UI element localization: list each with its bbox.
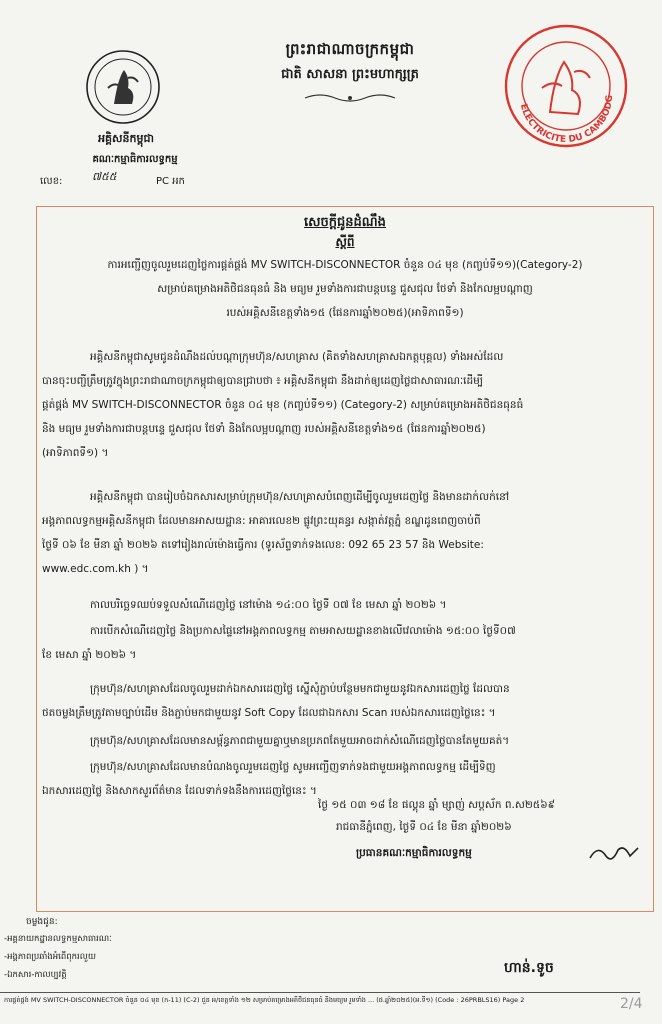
committee-name: គណៈកម្មាធិការលទ្ធកម្ម: [92, 154, 178, 165]
ornament-divider: [300, 90, 400, 104]
para1-line: (អាទិភាពទី១) ។: [42, 447, 109, 459]
lunar-date: ថ្ងៃ ១៥ ០៣ ១៨ ខែ ផល្គុន ឆ្នាំ ម្សាញ់ សប្តស័ក ព.ស២៥៦៩: [318, 799, 556, 811]
edc-logo: [84, 48, 162, 126]
para1-line: អគ្គិសនីកម្ពុជាសូមជូនដំណឹងដល់បណ្តាក្រុមហ៊ុន/សហគ្រាស (គិតទាំងសហគ្រាសឯកត្តបុគ្គល) ទាំងអស់ដែល: [90, 351, 504, 363]
subject-line: របស់អគ្គិសនីខេត្តទាំង១៥ (ផែនការឆ្នាំ២០២៥)(អាទិភាពទី១): [226, 307, 464, 319]
para7-line: ក្រុមហ៊ុន/សហគ្រាសដែលមានបំណងចូលរួមដេញថ្លៃ សូមអញ្ជើញទាក់ទងជាមួយអង្គភាពលទ្ធកម្ម ដើម្បីទិញ: [90, 761, 496, 773]
svg-text:ELECTRICITE DU CAMBODGE: ELECTRICITE DU CAMBODG: [517, 94, 616, 146]
footer-text: ការផ្គត់ផ្គង់ MV SWITCH-DISCONNECTOR ចំនួន ០៤ មុខ (ក-11) (C-2) ជួន អ/ខេត្តទាំង ១២ សម្រាប់គម្រោងអតិថិជនធុនធំ និងមធ្យម រួមទាំង ... (ផ.ឆ្នាំ២០២៥)(អ.ទី១) (Code : 26PRBLS16) Page 2: [4, 996, 525, 1004]
para5-line: ថតចម្លងត្រឹមត្រូវតាមច្បាប់ដើម និងភ្ជាប់មកជាមួយនូវ Soft Copy ដែលជាឯកសារ Scan របស់ឯកសារដេញថ្លៃនេះ ។: [42, 707, 496, 719]
para2-line: ថ្ងៃទី ០៦ ខែ មីនា ឆ្នាំ ២០២៦ តទៅរៀងរាល់ម៉ោងធ្វើការ (ទូរស័ព្ទទាក់ទងលេខ: 092 65 23 57 និង Website:: [42, 539, 484, 551]
initial-scribble: [588, 842, 640, 864]
kingdom-title: ព្រះរាជាណាចក្រកម្ពុជា: [285, 40, 415, 58]
date-line: រាជធានីភ្នំពេញ, ថ្ងៃទី ០៤ ខែ មីនា ឆ្នាំ២០២៦: [336, 821, 512, 833]
signatory-title: ប្រធានគណៈកម្មាធិការលទ្ធកម្ម: [356, 847, 472, 859]
notice-title: សេចក្តីជូនដំណឹង: [304, 215, 386, 230]
para5-line: ក្រុមហ៊ុន/សហគ្រាសដែលចូលរួមដាក់ឯកសារដេញថ្លៃ ស្នើសុំភ្ជាប់បន្ថែមមកជាមួយនូវឯកសារដេញថ្លៃ ដែលបាន: [90, 683, 510, 695]
ref-label: លេខ:: [40, 176, 63, 187]
notice-subtitle: ស្តីពី: [335, 235, 355, 249]
para4-line: ខែ មេសា ឆ្នាំ ២០២៦ ។: [42, 649, 137, 661]
subject-line: សម្រាប់គម្រោងអតិថិជនធុនធំ និង មធ្យម រួមទាំងការជាបន្តបន្ទេ ជួសជុល ថែទាំ និងកែលម្អបណ្តាញ: [157, 283, 533, 295]
official-seal-stamp: [502, 22, 630, 150]
para4-line: ការបើកសំណើដេញថ្លៃ និងប្រកាសផ្ទៃនៅអង្គភាពលទ្ធកម្ម តាមអាសយដ្ឋានខាងលើវេលាម៉ោង ១៥:០០ ថ្ងៃទី០៧: [90, 625, 516, 637]
para2-line: www.edc.com.kh ) ។: [42, 563, 149, 575]
footer-divider: [0, 992, 640, 993]
cc-item: -អគ្គនាយកដ្ឋានលទ្ធកម្មសាធារណៈ: [4, 934, 112, 944]
para2-line: អគ្គិសនីកម្ពុជា បានរៀបចំឯកសារសម្រាប់ក្រុមហ៊ុន/សហគ្រាសបំពេញដើម្បីចូលរួមដេញថ្លៃ និងមានដាក់លក់នៅ: [90, 491, 510, 503]
ref-number: ៧៥៥: [92, 170, 117, 183]
para1-line: ផ្គត់ផ្គង់ MV SWITCH-DISCONNECTOR ចំនួន ០៤ មុខ (កញ្ចប់ទី១១) (Category-2) សម្រាប់គម្រោងអតិថិជនធុនធំ: [42, 399, 524, 411]
para1-line: បានចុះបញ្ជីត្រឹមត្រូវក្នុងព្រះរាជាណាចក្រកម្ពុជាឲ្យបានជ្រាបថា ៖ អគ្គិសនីកម្ពុជា នឹងដាក់ឲ្យដេញថ្លៃជាសាធារណៈដើម្បី: [42, 375, 483, 387]
cc-item: -ឯកសារ-កាលប្បវត្តិ: [4, 970, 67, 980]
cc-item: -អង្គភាពប្រឆាំងអំពើពុករលួយ: [4, 952, 96, 962]
org-name: អគ្គិសនីកម្ពុជា: [98, 132, 154, 145]
para7-line: ឯកសារដេញថ្លៃ និងសាកសួរព័ត៌មាន ដែលទាក់ទងនឹងការដេញថ្លៃនេះ ។: [42, 785, 317, 797]
national-motto: ជាតិ សាសនា ព្រះមហាក្សត្រ: [281, 67, 419, 82]
subject-line: ការអញ្ជើញចូលរួមដេញថ្លៃការផ្គត់ផ្គង់ MV SWITCH-DISCONNECTOR ចំនួន ០៤ មុខ (កញ្ចប់ទី១១)(Category-2): [107, 259, 583, 271]
para6: ក្រុមហ៊ុន/សហគ្រាសដែលមានសម្ព័ន្ធភាពជាមួយគ្នាឬមានប្រភពតែមួយអាចដាក់សំណើដេញថ្លៃបានតែមួយគត់។: [90, 735, 510, 747]
para3: កាលបរិច្ឆេទឈប់ទទួលសំណើដេញថ្លៃ នៅម៉ោង ១៤:០០ ថ្ងៃទី ០៧ ខែ មេសា ឆ្នាំ ២០២៦ ។: [90, 599, 447, 611]
para1-line: និង មធ្យម រួមទាំងការជាបន្តបន្ទេ ជួសជុល ថែទាំ និងកែលម្អបណ្តាញ របស់អគ្គិសនីខេត្តទាំង១៥ (ផែនការឆ្នាំ២០២៥): [42, 423, 486, 435]
ref-dept: PC អក: [156, 176, 185, 187]
cc-heading: ចម្លងជូន:: [26, 917, 58, 927]
page-indicator: 2/4: [620, 996, 643, 1012]
para2-line: អង្គភាពលទ្ធកម្មអគ្គិសនីកម្ពុជា ដែលមានអាសយដ្ឋាន: អាគារលេខ២ ផ្លូវព្រះយុគន្ធរ សង្កាត់វត្តភ្នំ ខណ្ឌដូនពេញចាប់ពី: [42, 515, 481, 527]
signatory-name: ហាន់.ទូច: [504, 960, 554, 976]
